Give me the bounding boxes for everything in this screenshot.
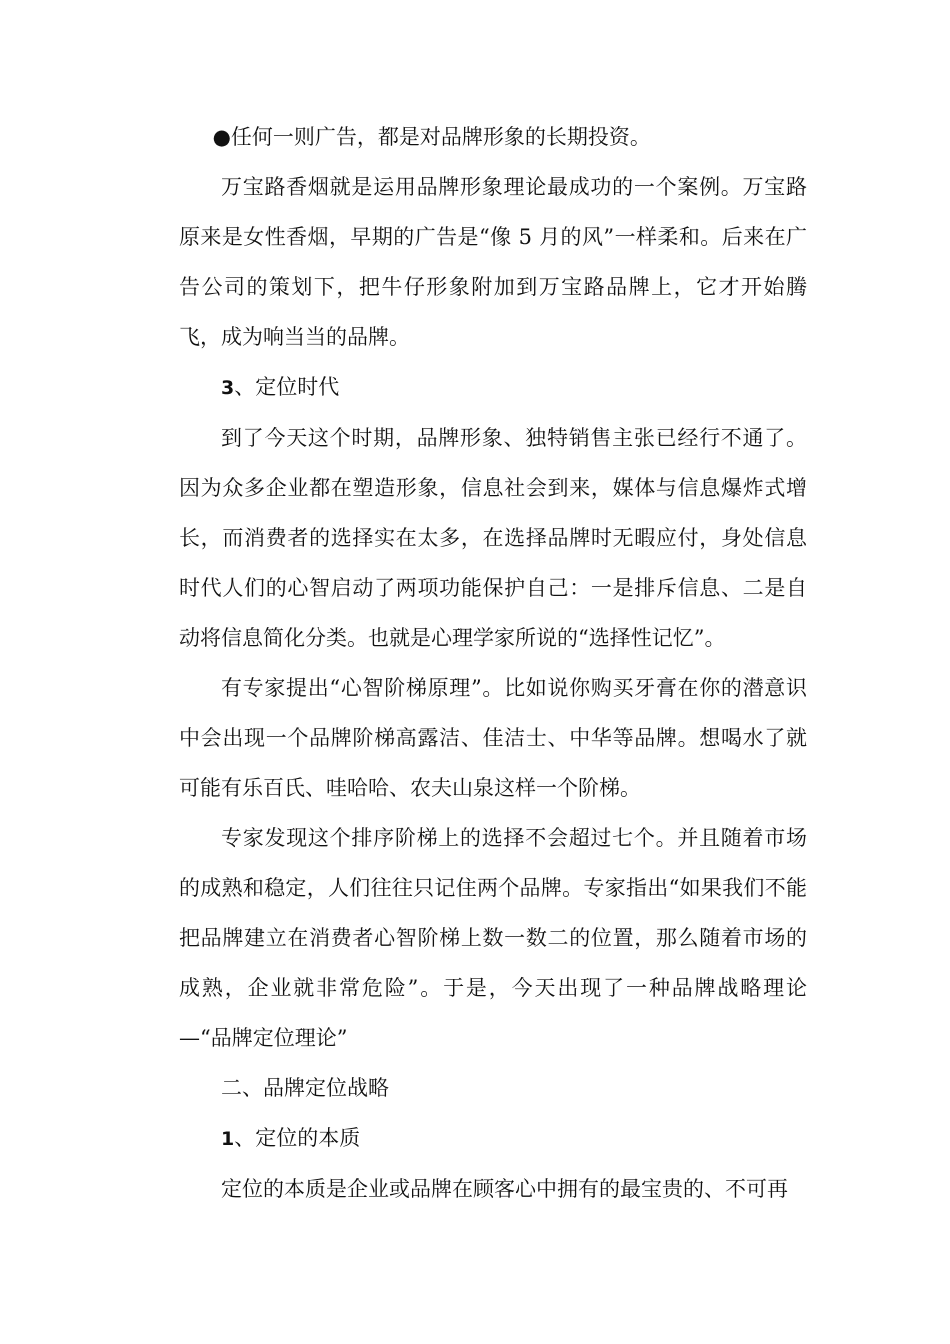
body-paragraph: 有专家提出“心智阶梯原理”。比如说你购买牙膏在你的潜意识中会出现一个品牌阶梯高露洁、佳洁士、中华等品牌。想喝水了就可能有乐百氏、哇哈哈、农夫山泉这样一个阶梯。 (179, 676, 807, 800)
heading-text: 二、品牌定位战略 (221, 1076, 389, 1100)
body-paragraph: 到了今天这个时期，品牌形象、独特销售主张已经行不通了。因为众多企业都在塑造形象，信息社会到来，媒体与信息爆炸式增长，而消费者的选择实在太多，在选择品牌时无暇应付，身处信息时代人们的心智启动了两项功能保护自己：一是排斥信息、二是自动将信息简化分类。也就是心理学家所说的“选择性记忆”。 (179, 426, 807, 650)
heading-text: 、定位的本质 (234, 1126, 361, 1150)
section-heading (179, 1113, 807, 1164)
section-heading (179, 362, 807, 413)
heading-number: 1 (221, 1128, 235, 1150)
body-paragraph: 万宝路香烟就是运用品牌形象理论最成功的一个案例。万宝路原来是女性香烟，早期的广告是“像 5 月的风”一样柔和。后来在广告公司的策划下，把牛仔形象附加到万宝路品牌上，它才开始腾飞，成为响当当的品牌。 (179, 175, 807, 349)
heading-number: 3 (221, 377, 235, 399)
bullet-paragraph: ●任何一则广告，都是对品牌形象的长期投资。 (212, 125, 651, 149)
heading-text: 、定位时代 (234, 375, 340, 399)
section-heading (179, 1063, 807, 1113)
body-paragraph: 专家发现这个排序阶梯上的选择不会超过七个。并且随着市场的成熟和稳定，人们往往只记住两个品牌。专家指出“如果我们不能把品牌建立在消费者心智阶梯上数一数二的位置，那么随着市场的成熟，企业就非常危险”。于是，今天出现了一种品牌战略理论—“品牌定位理论” (179, 826, 807, 1050)
document-body (179, 112, 807, 1214)
body-paragraph: 定位的本质是企业或品牌在顾客心中拥有的最宝贵的、不可再 (221, 1177, 788, 1201)
